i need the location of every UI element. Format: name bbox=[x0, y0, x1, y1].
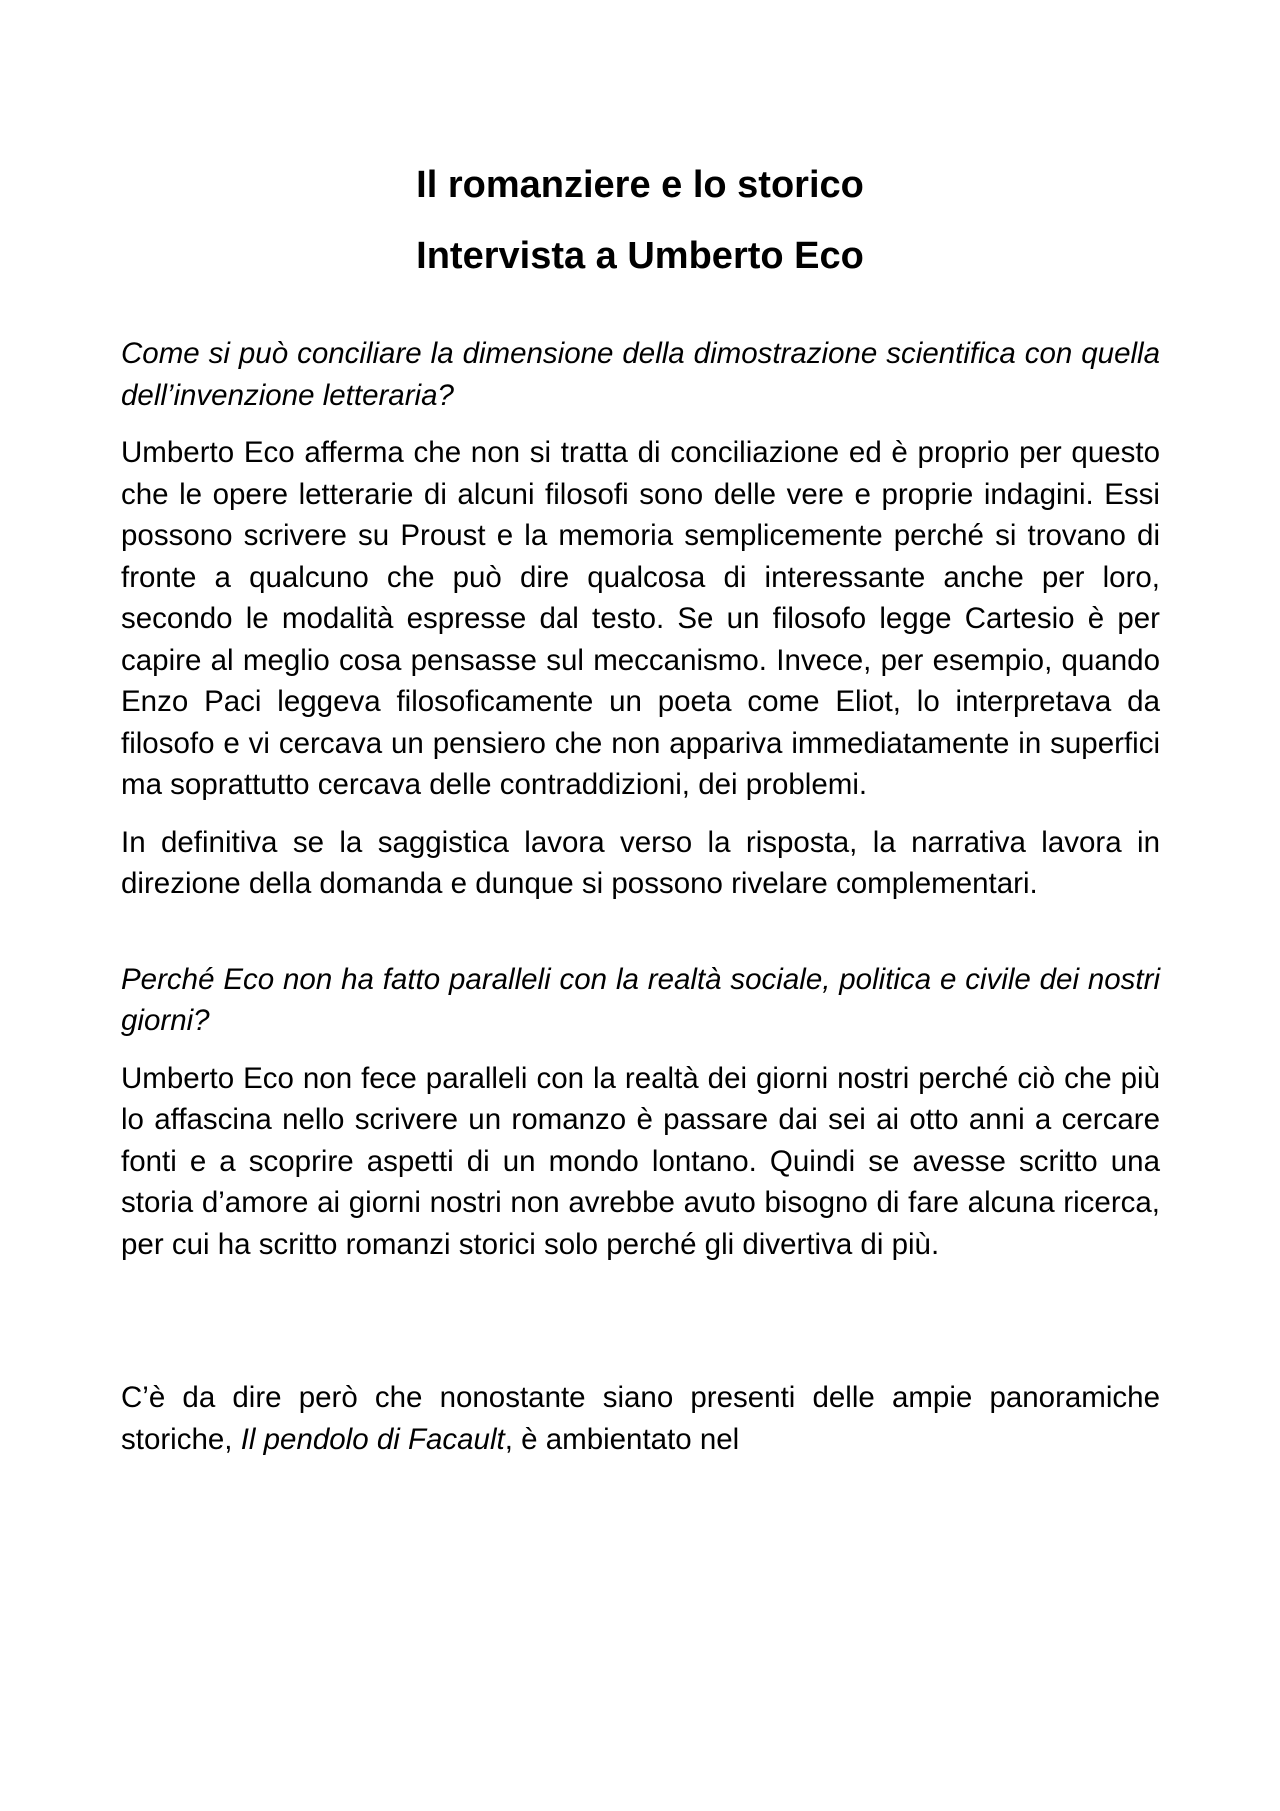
answer-2-text-after: , è ambientato nel bbox=[504, 1422, 740, 1456]
title-line-2: Intervista a Umberto Eco bbox=[416, 235, 864, 277]
answer-2-text-before: C’è da dire però che nonostante siano presenti delle ampie panoramiche storiche, bbox=[121, 1381, 1160, 1456]
question-2: Perché Eco non ha fatto paralleli con la realtà sociale, politica e civile dei nostri giorni? bbox=[121, 962, 1160, 1037]
answer-2-paragraph-2 bbox=[121, 1377, 1160, 1460]
answer-1-paragraph-1: Umberto Eco afferma che non si tratta di conciliazione ed è proprio per questo che le opere letterarie di alcuni filosofi sono delle vere e proprie indagini. Essi possono scrivere su Proust e la memoria semplicemente perché si trovano di fronte a qualcuno che può dire qualcosa di interessante anche per loro, secondo le modalità espresse dal testo. Se un filosofo legge Cartesio è per capire al meglio cosa pensasse sul meccanismo. Invece, per esempio, quando Enzo Paci leggeva filosoficamente un poeta come Eliot, lo interpretava da filosofo e vi cercava un pensiero che non appariva immediatamente in superfici ma soprattutto cercava delle contraddizioni, dei problemi. bbox=[121, 436, 1160, 801]
document-body bbox=[121, 333, 1160, 1476]
title-line-1: Il romanziere e lo storico bbox=[416, 164, 864, 206]
answer-2-paragraph-1: Umberto Eco non fece paralleli con la realtà dei giorni nostri perché ciò che più lo affascina nello scrivere un romanzo è passare dai sei ai otto anni a cercare fonti e a scoprire aspetti di un mondo lontano. Quindi se avesse scritto una storia d’amore ai giorni nostri non avrebbe avuto bisogno di fare alcuna ricerca, per cui ha scritto romanzi storici solo perché gli divertiva di più. bbox=[121, 1061, 1160, 1261]
book-title: Il pendolo di Facault bbox=[240, 1422, 505, 1456]
question-1: Come si può conciliare la dimensione della dimostrazione scientifica con quella dell’invenzione letteraria? bbox=[121, 337, 1160, 412]
answer-1-paragraph-2: In definitiva se la saggistica lavora verso la risposta, la narrativa lavora in direzione della domanda e dunque si possono rivelare complementari. bbox=[121, 825, 1160, 900]
document-title bbox=[120, 150, 1160, 292]
